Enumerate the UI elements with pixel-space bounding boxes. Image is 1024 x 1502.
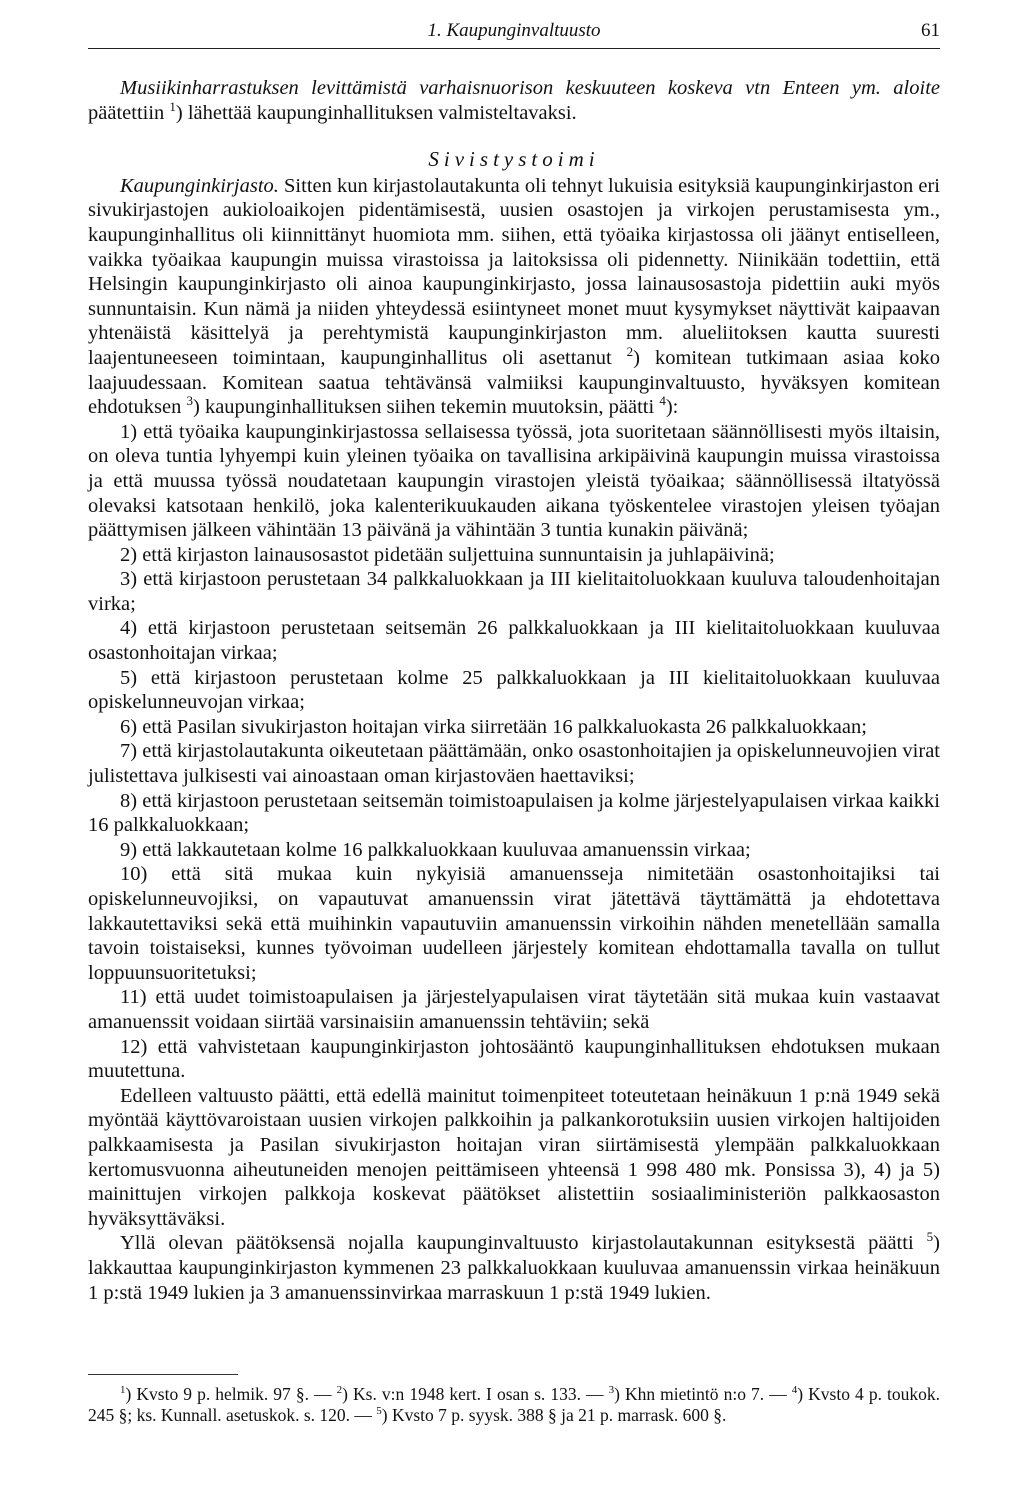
ylla-text-b: ) lakkauttaa kaupunginkirjaston kymmenen 23 palkkaluokkaan kuuluvaa amanuenssin virkaa heinäkuun 1 p:stä 1949 lukien ja 3 amanuenssinvirkaa marraskuun 1 p:stä 1949 lukien.: [88, 1232, 940, 1304]
footnote-text: ) Kvsto 7 p. syysk. 388 § ja 21 p. marrask. 600 §.: [381, 1405, 727, 1425]
list-item: 5) että kirjastoon perustetaan kolme 25 palkkaluokkaan ja III kielitaitoluokkaan kuuluvaa opiskelunneuvojan virkaa;: [88, 666, 940, 714]
footnote-divider: [88, 1374, 238, 1375]
page-number: 61: [921, 20, 940, 41]
body-text: [88, 76, 940, 1305]
list-item: 11) että uudet toimistoapulaisen ja järjestelyapulaisen virat täytetään sitä mukaa kuin vastaavat amanuenssit voidaan siirtää varsinaisiin amanuenssin tehtäviin; sekä: [88, 986, 940, 1033]
intro-text-a: päätettiin: [88, 101, 170, 124]
intro-text-b: ) lähettää kaupunginhallituksen valmisteltavaksi.: [175, 101, 577, 124]
ylla-paragraph: [88, 1231, 940, 1305]
footnote-list: [88, 1384, 940, 1426]
footnote-num: 1: [120, 1384, 126, 1397]
main-text-2: ) komitean tutkimaan asiaa koko laajuudessaan. Komitean saatua tehtävänsä valmiiksi kaupunginvaltuusto, hyväksyen komitean ehdotuksen: [88, 346, 940, 419]
list-item: 1) että työaika kaupunginkirjastossa sellaisessa työssä, jota suoritetaan säännöllisesti myös iltaisin, on oleva tuntia lyhyempi kuin yleinen työaika on tavallisina arkipäivinä kaupungin muissa virastoissa ja että muussa työssä noudatetaan kaupungin virastojen yleistä työaikaa; säännöllisessä iltatyössä olevaksi katsotaan henkilö, joka kalenterikuukauden aikana työskentelee virastojen yleisen työajan päättymisen jälkeen vähintään 13 päivänä ja vähintään 3 tuntia kunakin päivänä;: [88, 420, 940, 542]
main-paragraph: [88, 174, 940, 420]
main-text-4: ):: [665, 396, 679, 419]
footnote-num: 4: [791, 1384, 798, 1397]
intro-paragraph: [88, 76, 940, 125]
list-item: 8) että kirjastoon perustetaan seitsemän toimistoapulaisen ja kolme järjestelyapulaisen virkaa kaikki 16 palkkaluokkaan;: [88, 789, 940, 837]
footnote-num: 5: [376, 1405, 382, 1418]
edelleen-paragraph: Edelleen valtuusto päätti, että edellä mainitut toimenpiteet toteutetaan heinäkuun 1 p:nä 1949 sekä myöntää käyttövaroistaan uusien virkojen palkkoihin ja palkankorotuksiin uusien virkojen haltijoiden palkkaamisesta ja Pasilan sivukirjaston hoitajan viran siirtämisestä ylempään palkkaluokkaan kertomusvuonna aiheutuneiden menojen peittämiseen yhteensä 1 998 480 mk. Ponsissa 3), 4) ja 5) mainittujen virkojen palkkoja koskevat päätökset alistettiin sosiaaliministeriön palkkaosaston hyväksyttäväksi.: [88, 1084, 940, 1230]
footnote-text: ) Khn mietintö n:o 7. —: [614, 1384, 792, 1404]
ylla-text-a: Yllä olevan päätöksensä nojalla kaupunginvaltuusto kirjastolautakunnan esityksestä päätti: [120, 1232, 927, 1255]
list-item: 9) että lakkautetaan kolme 16 palkkaluokkaan kuuluvaa amanuenssin virkaa;: [120, 838, 751, 861]
footnote-num: 2: [336, 1384, 343, 1397]
footnote-ref-2: 2: [626, 344, 634, 360]
list-item: 12) että vahvistetaan kaupunginkirjaston johtosääntö kaupunginhallituksen ehdotuksen mukaan muutettuna.: [88, 1035, 940, 1083]
footnote-ref-4: 4: [659, 393, 666, 409]
header-title: 1. Kaupunginvaltuusto: [427, 20, 601, 41]
list-item: 6) että Pasilan sivukirjaston hoitajan virka siirretään 16 palkkaluokasta 26 palkkaluokkaan;: [120, 715, 867, 738]
footnote-ref-5: 5: [926, 1229, 934, 1245]
list-item: 4) että kirjastoon perustetaan seitsemän 26 palkkaluokkaan ja III kielitaitoluokkaan kuuluvaa osastonhoitajan virkaa;: [88, 617, 940, 665]
footnote-num: 3: [608, 1384, 615, 1397]
section-heading: Sivistystoimi: [428, 147, 600, 172]
running-header: [88, 14, 940, 49]
footnote-text: ) Kvsto 4 p. toukok. 245 §; ks. Kunnall. asetuskok. s. 120. —: [88, 1384, 941, 1425]
footnote-ref-1: 1: [169, 98, 176, 114]
intro-title: Musiikinharrastuksen levittämistä varhaisnuorison keskuuteen koskeva vtn Enteen ym. aloite: [120, 77, 940, 99]
footnote-text: ) Ks. v:n 1948 kert. I osan s. 133. —: [342, 1384, 609, 1404]
list-item: 2) että kirjaston lainausosastot pidetään suljettuina sunnuntaisin ja juhlapäivinä;: [120, 543, 775, 566]
footnotes: [88, 1384, 940, 1426]
footnote-ref-3: 3: [186, 393, 193, 409]
main-text-3: ) kaupunginhallituksen siihen tekemin muutoksin, päätti: [193, 396, 660, 419]
list-item: 7) että kirjastolautakunta oikeutetaan päättämään, onko osastonhoitajien ja opiskelunneuvojien virat julistettava julkisesti vai ainoastaan oman kirjastoväen haettaviksi;: [88, 740, 940, 788]
main-text-1: Sitten kun kirjastolautakunta oli tehnyt lukuisia esityksiä kaupunginkirjaston eri sivukirjastojen aukioloaikojen pidentämisestä, uusien osastojen ja virkojen perustamisesta ym., kaupunginhallitus oli kiinnittänyt huomiota mm. siihen, että työaika kirjastossa oli jäänyt entiselleen, vaikka työaikaa kaupungin muissa virastoissa ja laitoksissa oli pidennetty. Niinikään todettiin, että Helsingin kaupunginkirjasto oli ainoa kaupunginkirjasto, jossa lainausosastoja pidettiin auki myös sunnuntaisin. Kun nämä ja niiden yhteydessä esiintyneet monet muut kysymykset näyttivät kaipaavan yhtenäistä käsittelyä ja perehtymistä kaupunginkirjaston mm. alueliitoksen kautta suuresti laajentuneeseen toimintaan, kaupunginhallitus oli asettanut: [88, 174, 940, 369]
footnote-text: ) Kvsto 9 p. helmik. 97 §. —: [125, 1384, 337, 1404]
list-item: 10) että sitä mukaa kuin nykyisiä amanuensseja nimitetään osastonhoitajiksi tai opiskelunneuvojiksi, on vapautuvat amanuenssin virat jätettävä täyttämättä ja ehdotettava lakkautettaviksi sekä että muihinkin vapautuviin amanuenssin virkoihin nähden menetellään samalla tavoin toistaiseksi, kunnes työvoiman uudelleen järjestely komitean ehdottamalla tavalla on tullut loppuunsuoritetuksi;: [88, 863, 940, 984]
list-item: 3) että kirjastoon perustetaan 34 palkkaluokkaan ja III kielitaitoluokkaan kuuluva taloudenhoitajan virka;: [88, 568, 940, 615]
main-lead: Kaupunginkirjasto.: [120, 174, 279, 197]
